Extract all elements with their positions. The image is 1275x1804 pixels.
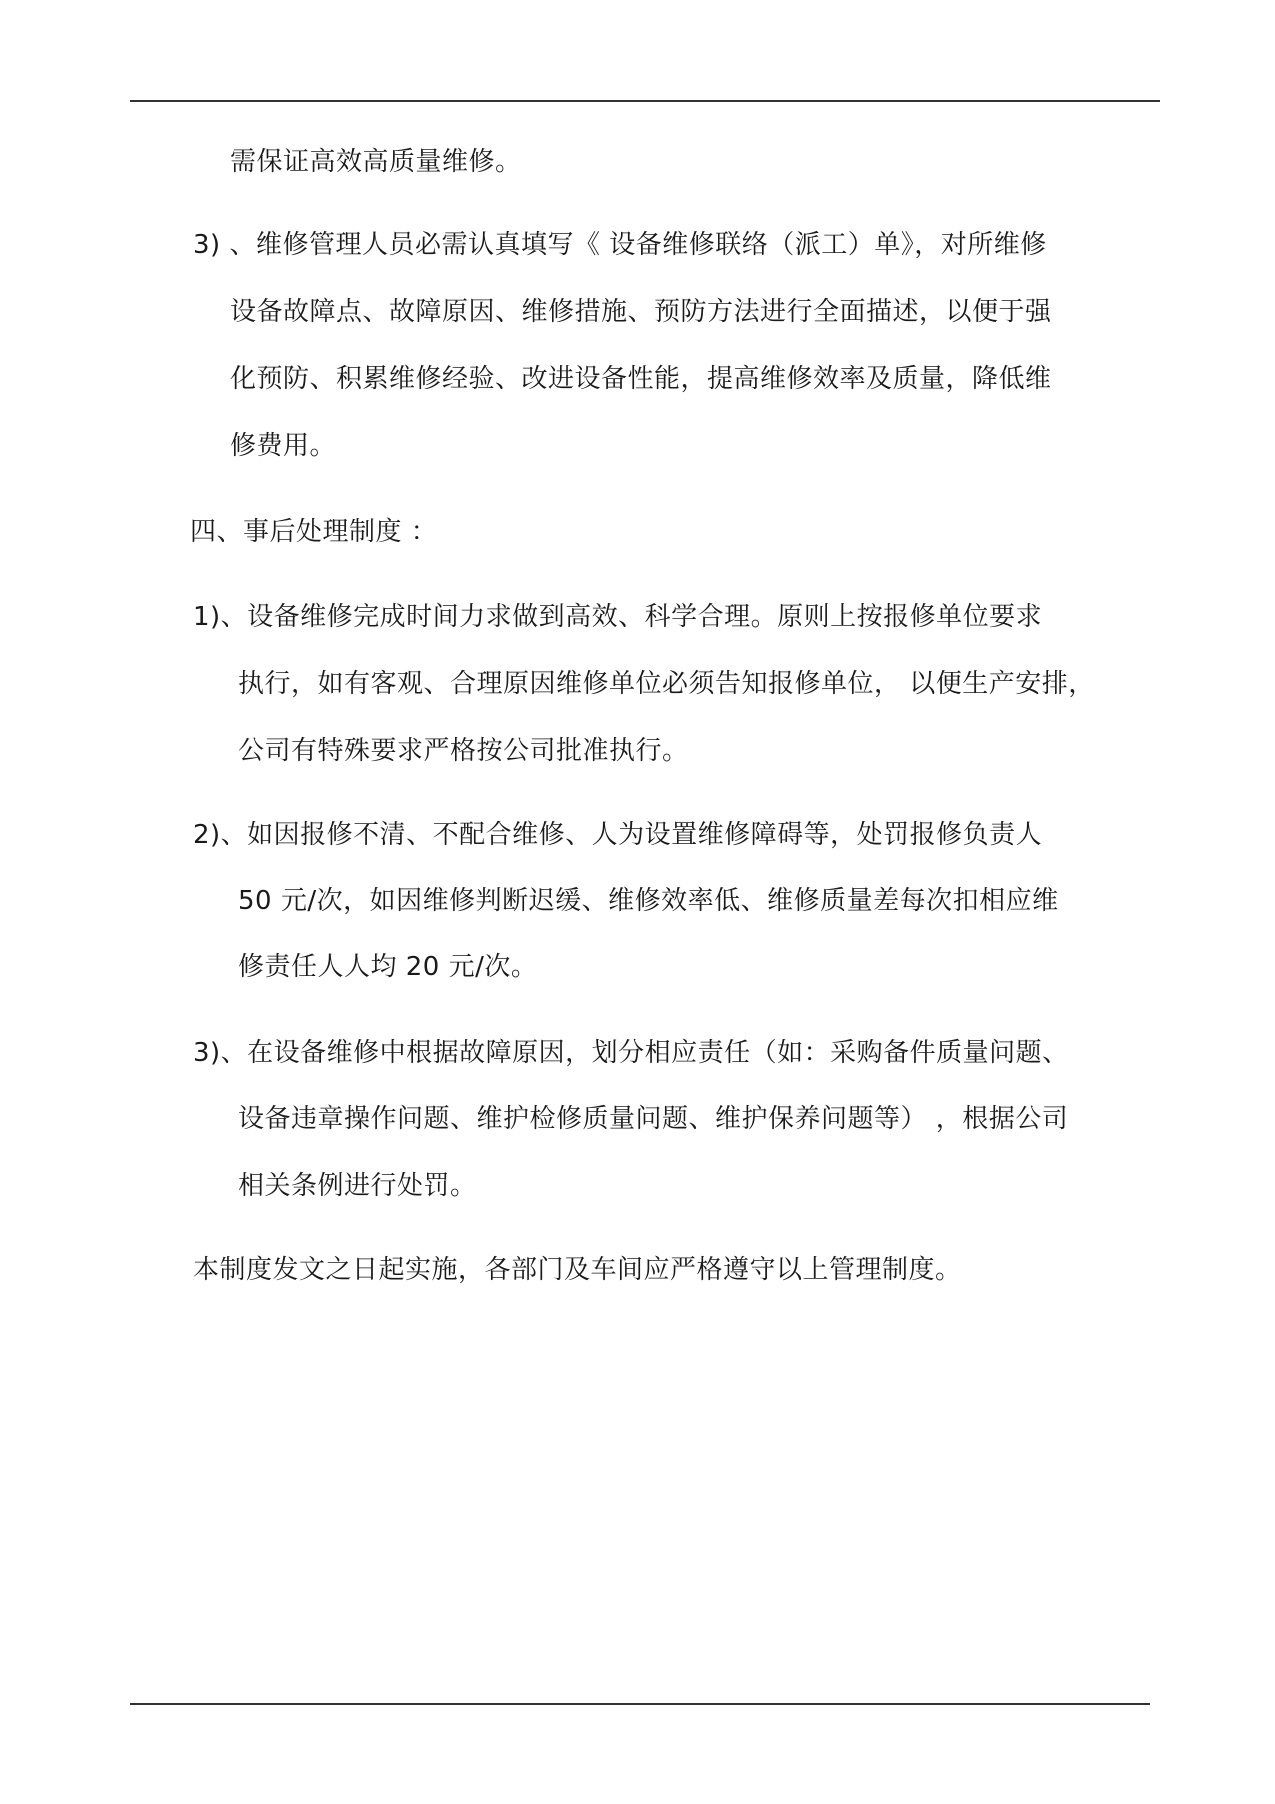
text-line-1: 需保证高效高质量维修。	[230, 147, 522, 177]
text-line-2: 3) 、维修管理人员必需认真填写《 设备维修联络（派工）单》，对所维修	[193, 230, 1047, 260]
text-line-13: 3)、在设备维修中根据故障原因，划分相应责任（如：采购备件质量问题、	[193, 1038, 1069, 1068]
text-line-3: 设备故障点、故障原因、维修措施、预防方法进行全面描述，以便于强	[230, 297, 1052, 327]
text-line-10: 2)、如因报修不清、不配合维修、人为设置维修障碍等，处罚报修负责人	[193, 820, 1043, 850]
closing-statement: 本制度发文之日起实施，各部门及车间应严格遵守以上管理制度。	[193, 1255, 962, 1285]
text-line-8: 执行，如有客观、合理原因维修单位必须告知报修单位， 以便生产安排，	[238, 669, 1095, 699]
text-line-5: 修费用。	[230, 431, 337, 461]
text-line-12: 修责任人人均 20 元/次。	[238, 952, 538, 982]
footer-rule	[130, 1703, 1150, 1705]
text-line-7: 1)、设备维修完成时间力求做到高效、科学合理。原则上按报修单位要求	[193, 602, 1043, 632]
text-line-4: 化预防、积累维修经验、改进设备性能，提高维修效率及质量，降低维	[230, 364, 1052, 394]
text-line-15: 相关条例进行处罚。	[238, 1171, 477, 1201]
text-line-9: 公司有特殊要求严格按公司批准执行。	[238, 736, 689, 766]
section-heading: 四、事后处理制度 ：	[190, 517, 438, 547]
text-line-14: 设备违章操作问题、维护检修质量问题、维护保养问题等） ，根据公司	[238, 1104, 1069, 1134]
text-line-11: 50 元/次，如因维修判断迟缓、维修效率低、维修质量差每次扣相应维	[238, 886, 1059, 916]
header-rule	[130, 100, 1160, 102]
